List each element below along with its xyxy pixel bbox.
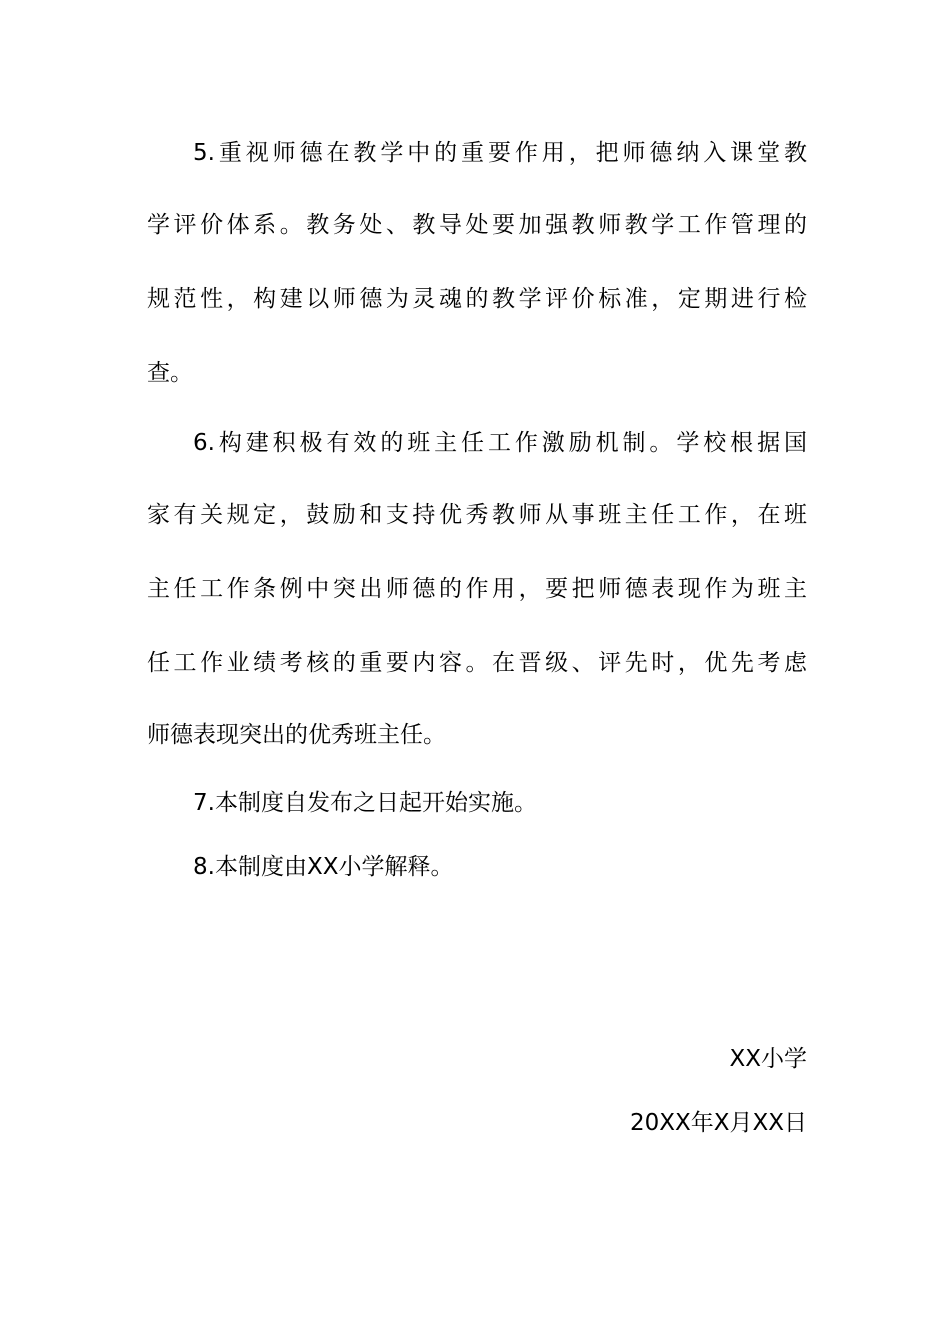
paragraph-6-line-5: 师德表现突出的优秀班主任。	[147, 722, 446, 748]
paragraph-5-line-4: 查。	[147, 360, 193, 386]
paragraph-8-line-1: 8.本制度由XX小学解释。	[193, 854, 454, 880]
paragraph-5-line-3: 规范性，构建以师德为灵魂的教学评价标准，定期进行检	[147, 286, 807, 312]
paragraph-6-line-1: 6.构建积极有效的班主任工作激励机制。学校根据国	[193, 430, 807, 456]
signature-date: 20XX年X月XX日	[629, 1110, 807, 1136]
paragraph-6-line-3: 主任工作条例中突出师德的作用，要把师德表现作为班主	[147, 576, 807, 602]
paragraph-5-line-1: 5.重视师德在教学中的重要作用，把师德纳入课堂教	[193, 140, 807, 166]
paragraph-6-line-2: 家有关规定，鼓励和支持优秀教师从事班主任工作，在班	[147, 502, 807, 528]
paragraph-5-line-2: 学评价体系。教务处、教导处要加强教师教学工作管理的	[147, 212, 807, 238]
paragraph-7-line-1: 7.本制度自发布之日起开始实施。	[193, 790, 537, 816]
paragraph-6-line-4: 任工作业绩考核的重要内容。在晋级、评先时，优先考虑	[147, 650, 807, 676]
signature-organization: XX小学	[729, 1046, 807, 1072]
